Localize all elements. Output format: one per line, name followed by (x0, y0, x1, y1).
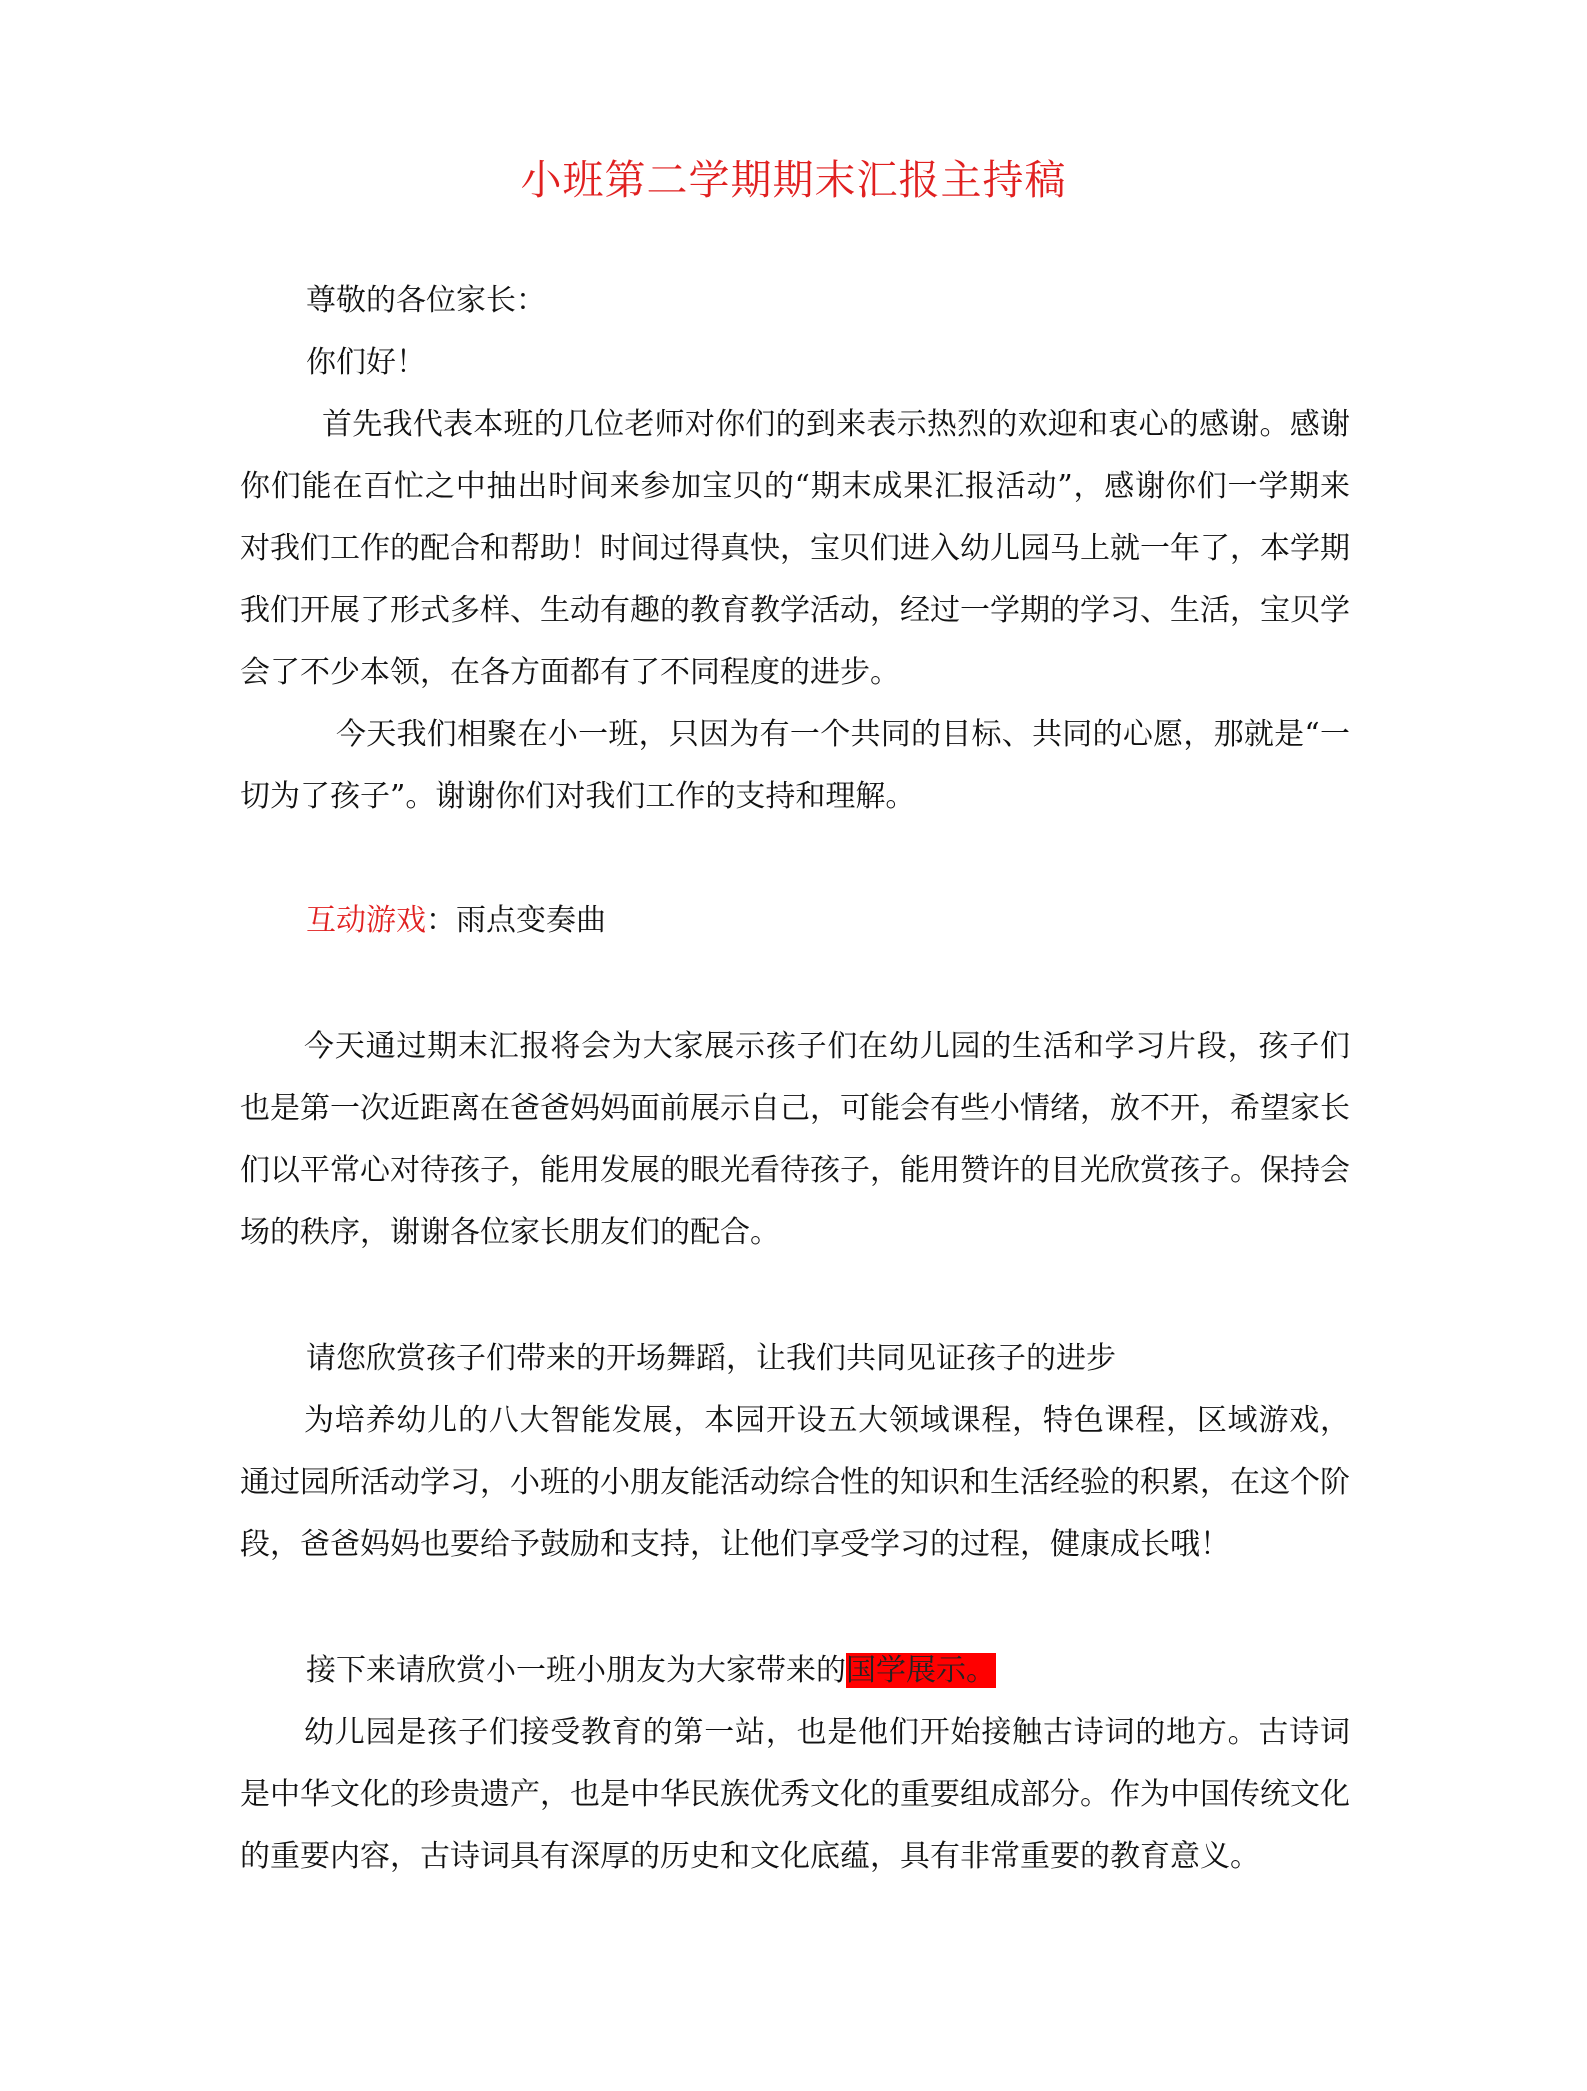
guoxue-text: 幼儿园是孩子们接受教育的第一站，也是他们开始接触古诗词的地方。古诗词是中华文化的珍贵遗产，也是中华民族优秀文化的重要组成部分。作为中国传统文化的重要内容，古诗词具有深厚的历史和文化底蕴，具有非常重要的教育意义。 (240, 1715, 1350, 1874)
hello-line: 你们好！ (306, 345, 426, 380)
guoxue-paragraph (240, 1702, 1350, 1888)
intro-text-2: 今天我们相聚在小一班，只因为有一个共同的目标、共同的心愿，那就是“一切为了孩子”。谢谢你们对我们工作的支持和理解。 (240, 717, 1350, 814)
report-text: 今天通过期末汇报将会为大家展示孩子们在幼儿园的生活和学习片段，孩子们也是第一次近距离在爸爸妈妈面前展示自己，可能会有些小情绪，放不开，希望家长们以平常心对待孩子，能用发展的眼光看待孩子，能用赞许的目光欣赏孩子。保持会场的秩序，谢谢各位家长朋友们的配合。 (240, 1029, 1350, 1250)
guoxue-highlight: 国学展示。 (846, 1653, 996, 1688)
intro-paragraph-2 (240, 704, 1350, 828)
game-label: 互动游戏 (306, 903, 426, 938)
game-line (306, 890, 1416, 952)
dance-intro-text: 请您欣赏孩子们带来的开场舞蹈，让我们共同见证孩子的进步 (306, 1341, 1116, 1376)
document-title: 小班第二学期期末汇报主持稿 (520, 156, 1067, 204)
greeting-line: 尊敬的各位家长： (306, 283, 546, 318)
guoxue-intro-text: 接下来请欣赏小一班小朋友为大家带来的 (306, 1653, 846, 1688)
guoxue-intro (306, 1640, 1416, 1702)
game-name: ：雨点变奏曲 (426, 903, 606, 938)
intro-paragraph-1 (240, 394, 1350, 704)
intro-text-1: 首先我代表本班的几位老师对你们的到来表示热烈的欢迎和衷心的感谢。感谢你们能在百忙之中抽出时间来参加宝贝的“期末成果汇报活动”，感谢你们一学期来对我们工作的配合和帮助！时间过得真快，宝贝们进入幼儿园马上就一年了，本学期我们开展了形式多样、生动有趣的教育教学活动，经过一学期的学习、生活，宝贝学会了不少本领，在各方面都有了不同程度的进步。 (240, 407, 1350, 690)
greeting-block (306, 270, 1350, 394)
dance-text: 为培养幼儿的八大智能发展，本园开设五大领域课程，特色课程，区域游戏，通过园所活动学习，小班的小朋友能活动综合性的知识和生活经验的积累，在这个阶段，爸爸妈妈也要给予鼓励和支持，让他们享受学习的过程，健康成长哦！ (240, 1403, 1350, 1562)
dance-paragraph (240, 1390, 1350, 1576)
report-paragraph (240, 1016, 1350, 1264)
dance-intro (306, 1328, 1416, 1390)
